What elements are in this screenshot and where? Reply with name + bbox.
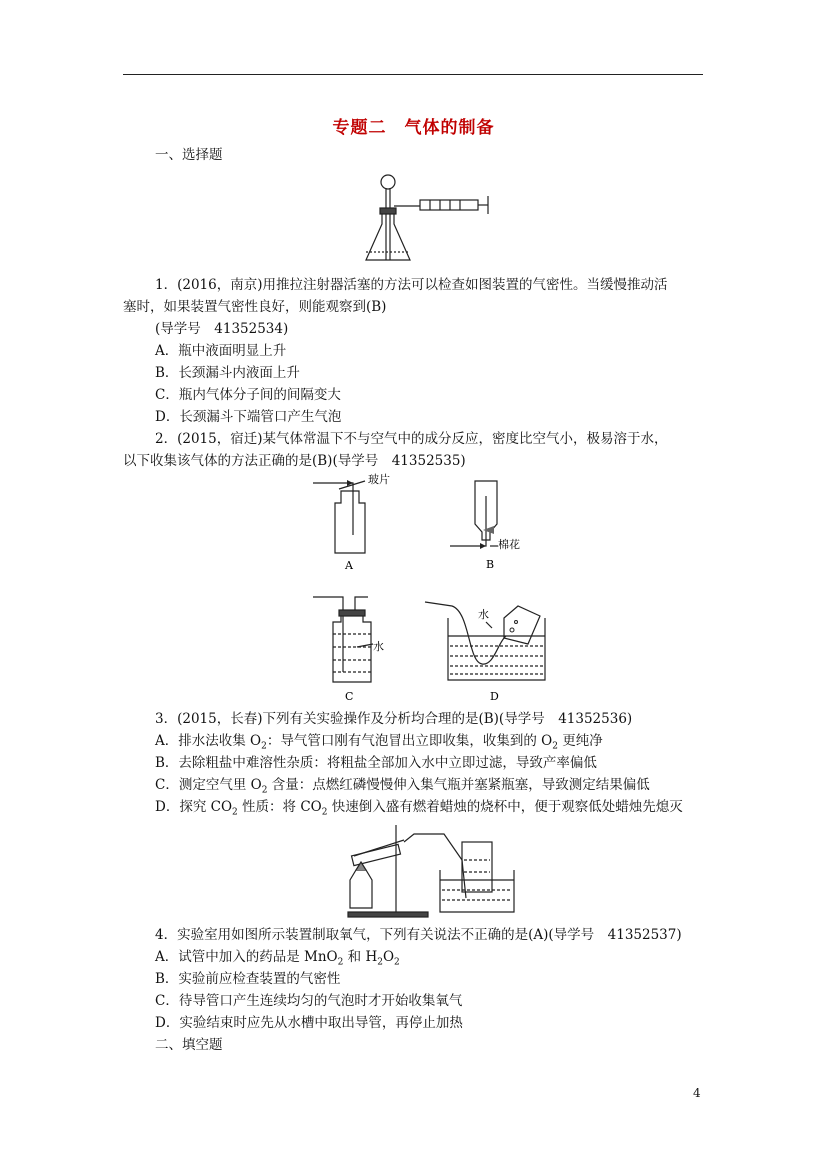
- q2-stem-line1: 2．(2015，宿迁)某气体常温下不与空气中的成分反应，密度比空气小，极易溶于水，: [155, 431, 668, 447]
- label-glass-plate: 玻片: [368, 473, 390, 486]
- page-title: 专题二 气体的制备: [332, 118, 495, 138]
- label-cotton: 棉花: [498, 538, 520, 551]
- figure-a-glass-plate-bottle: [313, 473, 393, 573]
- label-d: D: [490, 690, 499, 702]
- q3-stem: 3．(2015，长春)下列有关实验操作及分析均合理的是(B)(导学号 41352536): [155, 711, 633, 727]
- q1-stem-line1: 1．(2016，南京)用推拉注射器活塞的方法可以检查如图装置的气密性。当缓慢推动活: [155, 277, 668, 293]
- q4-option-d: D．实验结束时应先从水槽中取出导管，再停止加热: [155, 1015, 463, 1031]
- q3-option-b: B．去除粗盐中难溶性杂质：将粗盐全部加入水中立即过滤，导致产率偏低: [155, 755, 597, 771]
- label-c: C: [345, 690, 354, 702]
- q2-stem-line2: 以下收集该气体的方法正确的是(B)(导学号 41352535): [123, 453, 466, 469]
- q3-option-d: D．探究 $CO_2$ 性质：将 $CO_2$ 快速倒入盛有燃着蜡烛的烧杯中，便于观察低处蜡烛先熄灭: [155, 799, 683, 818]
- q1-ref: (导学号 41352534): [155, 321, 289, 337]
- figure-d-water-trough: [420, 592, 550, 702]
- q4-option-b: B．实验前应检查装置的气密性: [155, 971, 341, 987]
- header-rule: [123, 74, 703, 75]
- q3-option-a: A．排水法收集 $O_2$：导气管口刚有气泡冒出立即收集，收集到的 $O_2$ 更纯净: [155, 733, 603, 752]
- q4-stem: 4．实验室用如图所示装置制取氧气，下列有关说法不正确的是(A)(导学号 41352537): [155, 927, 682, 943]
- q4-option-a: A．试管中加入的药品是 MnO$_2$ 和 $H_2O_2$: [155, 949, 400, 968]
- q4-option-c: C．待导管口产生连续均匀的气泡时才开始收集氧气: [155, 993, 463, 1009]
- q1-stem-line2: 塞时，如果装置气密性良好，则能观察到(B): [123, 299, 387, 315]
- figure-oxygen-apparatus: [344, 820, 519, 920]
- label-water-d: 水: [478, 608, 489, 621]
- q1-option-d: D．长颈漏斗下端管口产生气泡: [155, 409, 342, 425]
- figure-c-water-bottle: [313, 592, 403, 702]
- q3-option-c: C．测定空气里 $O_2$ 含量：点燃红磷慢慢伸入集气瓶并塞紧瓶塞，导致测定结果偏低: [155, 777, 650, 796]
- section-heading-choice: 一、选择题: [155, 147, 223, 163]
- label-a: A: [345, 559, 353, 572]
- q1-option-b: B．长颈漏斗内液面上升: [155, 365, 300, 381]
- label-b: B: [486, 558, 495, 571]
- label-water-c: 水: [373, 640, 384, 653]
- figure-syringe-apparatus: [360, 168, 495, 268]
- figure-b-inverted-bottle: [450, 476, 560, 576]
- section-heading-fill: 二、填空题: [155, 1037, 223, 1053]
- q1-option-c: C．瓶内气体分子间的间隔变大: [155, 387, 341, 403]
- page-number: 4: [693, 1086, 701, 1100]
- q1-option-a: A．瓶中液面明显上升: [155, 343, 287, 359]
